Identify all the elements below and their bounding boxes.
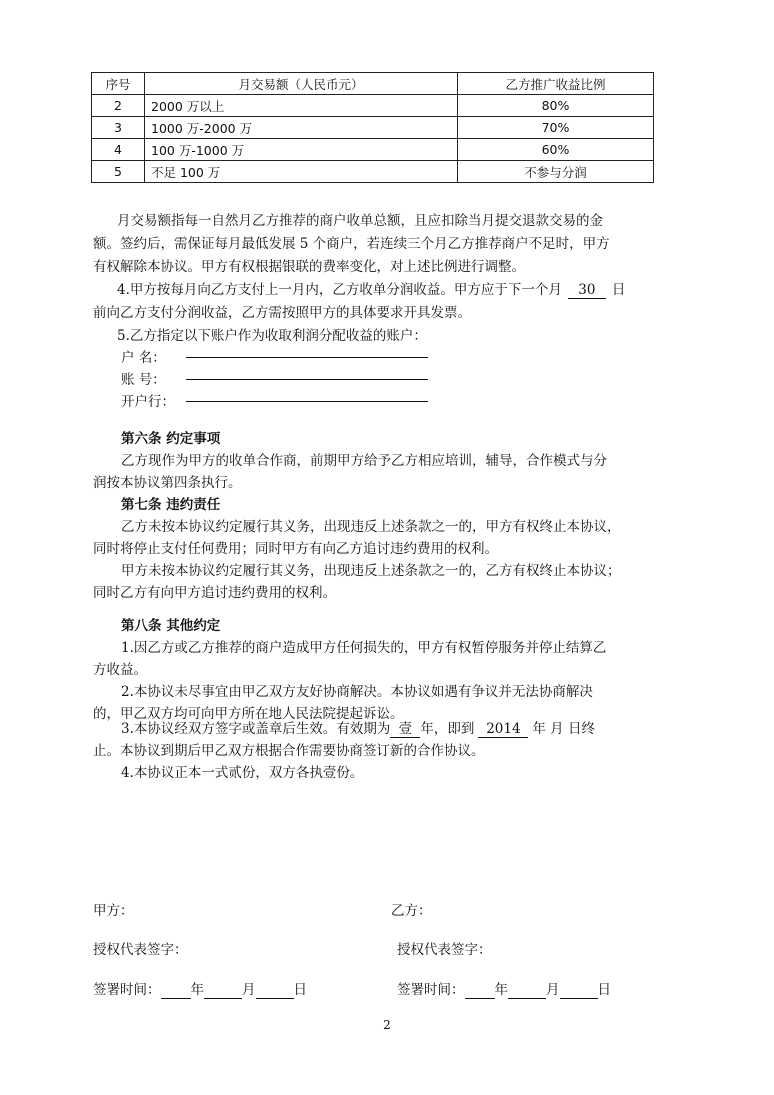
article-8-item3-line-2: 止。本协议到期后甲乙双方根据合作需要协商签订新的合作协议。 — [93, 743, 485, 759]
table-cell: 2000 万以上 — [145, 95, 458, 117]
table-row — [92, 161, 654, 183]
table-row — [92, 139, 654, 161]
item4-text-a: 4.甲方按每月向乙方支付上一月内，乙方收单分润收益。甲方应于下一个月 — [117, 282, 562, 298]
article-6-line-1: 乙方现作为甲方的收单合作商，前期甲方给予乙方相应培训，辅导，合作模式与分 — [121, 453, 607, 469]
party-a-date-line — [93, 978, 307, 999]
article-7-line-2: 同时将停止支付任何费用；同时甲方有向乙方追讨违约费用的权利。 — [93, 541, 498, 557]
article-8-item1-line-2: 方收益。 — [93, 662, 147, 678]
day-unit: 日 — [597, 982, 611, 998]
date-month-blank — [204, 982, 242, 999]
monthly-def-line-2: 额。签约后，需保证每月最低发展 5 个商户，若连续三个月乙方推荐商户不足时，甲方 — [93, 236, 610, 252]
article-8-item4: 4.本协议正本一式贰份，双方各执壹份。 — [121, 765, 364, 781]
article-8-item2-line-2: 的，甲乙双方均可向甲方所在地人民法院提起诉讼。 — [93, 706, 404, 722]
date-label: 签署时间： — [397, 982, 465, 998]
account-name-label: 户 名： — [121, 350, 166, 366]
table-cell: 2 — [92, 95, 145, 117]
account-name-field — [186, 357, 428, 358]
monthly-def-line-3: 有权解除本协议。甲方有权根据银联的费率变化，对上述比例进行调整。 — [93, 259, 525, 275]
day-unit: 日 — [293, 982, 307, 998]
article-6-line-2: 润按本协议第四条执行。 — [93, 475, 242, 491]
article-7-line-4: 同时乙方有向甲方追讨违约费用的权利。 — [93, 585, 336, 601]
term-years-value: 壹 — [390, 717, 420, 738]
date-year-blank — [161, 982, 191, 999]
account-number-label: 账 号： — [121, 372, 166, 388]
party-a-label: 甲方： — [93, 903, 134, 919]
header-monthly-volume: 月交易额（人民币元） — [145, 73, 458, 95]
header-share-ratio: 乙方推广收益比例 — [458, 73, 654, 95]
term-text-b: 年，即到 — [420, 721, 475, 737]
party-b-date-line — [397, 978, 611, 999]
account-number-field — [186, 379, 428, 380]
table-cell: 60% — [458, 139, 654, 161]
table-cell: 100 万-1000 万 — [145, 139, 458, 161]
table-cell: 70% — [458, 117, 654, 139]
rate-table — [91, 72, 654, 183]
table-cell: 5 — [92, 161, 145, 183]
party-b-label: 乙方： — [391, 903, 432, 919]
table-cell: 3 — [92, 117, 145, 139]
header-index: 序号 — [92, 73, 145, 95]
year-unit: 年 — [494, 982, 508, 998]
monthly-def-line-1: 月交易额指每一自然月乙方推荐的商户收单总额，且应扣除当月提交退款交易的金 — [117, 213, 603, 229]
table-header-row — [92, 73, 654, 95]
date-month-blank — [508, 982, 546, 999]
page-number: 2 — [383, 1018, 391, 1032]
table-cell: 80% — [458, 95, 654, 117]
term-text-c: 年 月 日终 — [532, 721, 595, 737]
date-year-blank — [465, 982, 495, 999]
party-b-rep-label: 授权代表签字： — [397, 942, 492, 958]
item4-line-2: 前向乙方支付分润收益，乙方需按照甲方的具体要求开具发票。 — [93, 305, 471, 321]
item4-line-1 — [117, 278, 625, 299]
month-unit: 月 — [242, 982, 256, 998]
article-8-item1-line-1: 1.因乙方或乙方推荐的商户造成甲方任何损失的，甲方有权暂停服务并停止结算乙 — [121, 640, 607, 656]
table-cell: 1000 万-2000 万 — [145, 117, 458, 139]
article-7-line-1: 乙方未按本协议约定履行其义务，出现违反上述条款之一的，甲方有权终止本协议， — [121, 519, 621, 535]
month-unit: 月 — [546, 982, 560, 998]
date-label: 签署时间： — [93, 982, 161, 998]
article-8-item2-line-1: 2.本协议未尽事宜由甲乙双方友好协商解决。本协议如遇有争议并无法协商解决 — [121, 684, 593, 700]
article-7-title: 第七条 违约责任 — [121, 497, 221, 513]
term-text-a: 3.本协议经双方签字或盖章后生效。有效期为 — [121, 721, 391, 737]
article-7-line-3: 甲方未按本协议约定履行其义务，出现违反上述条款之一的，乙方有权终止本协议； — [121, 563, 621, 579]
table-cell: 不足 100 万 — [145, 161, 458, 183]
table-row — [92, 95, 654, 117]
payment-day-value: 30 — [568, 282, 606, 299]
item5-line-1: 5.乙方指定以下账户作为收取利润分配收益的账户： — [117, 328, 427, 344]
table-cell: 4 — [92, 139, 145, 161]
party-a-rep-label: 授权代表签字： — [93, 942, 188, 958]
article-8-item3-line-1 — [121, 717, 595, 738]
bank-label: 开户行： — [121, 394, 175, 410]
date-day-blank — [256, 982, 294, 999]
article-8-title: 第八条 其他约定 — [121, 618, 221, 634]
table-cell: 不参与分润 — [458, 161, 654, 183]
table-row — [92, 117, 654, 139]
term-end-year-value: 2014 — [478, 721, 528, 738]
year-unit: 年 — [190, 982, 204, 998]
date-day-blank — [560, 982, 598, 999]
bank-field — [186, 401, 428, 402]
article-6-title: 第六条 约定事项 — [121, 431, 221, 447]
item4-text-b: 日 — [611, 282, 626, 298]
